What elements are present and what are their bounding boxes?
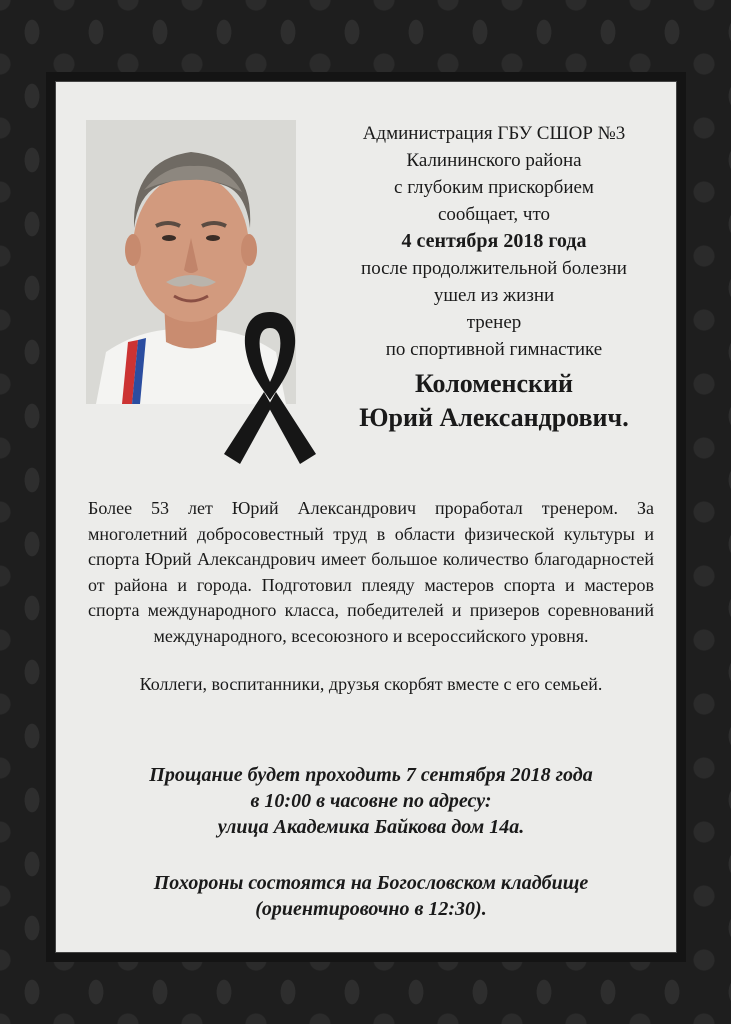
burial-time: (ориентировочно в 12:30). [255, 898, 487, 920]
header-line: тренер [466, 312, 522, 333]
header-line: по спортивной гимнастике [385, 339, 603, 360]
header-block [318, 120, 670, 435]
header-line: сообщает, что [437, 204, 551, 225]
burial-info [88, 870, 654, 922]
biography-block [88, 496, 654, 698]
header-line: Калининского района [406, 150, 582, 171]
header-line: Администрация ГБУ СШОР №3 [362, 123, 626, 144]
death-date: 4 сентября 2018 года [401, 230, 587, 252]
condolence-paragraph: Коллеги, воспитанники, друзья скорбят вместе с его семьей. [139, 674, 603, 694]
header-line: после продолжительной болезни [361, 258, 627, 279]
farewell-line: в 10:00 в часовне по адресу: [250, 790, 492, 812]
farewell-info [88, 762, 654, 840]
header-line: ушел из жизни [433, 285, 555, 306]
given-names: Юрий Александрович. [359, 403, 629, 432]
surname: Коломенский [414, 369, 574, 398]
farewell-line: Прощание будет проходить 7 сентября 2018 года [149, 764, 593, 786]
notice-card [55, 81, 677, 953]
mourning-ribbon-icon [220, 304, 320, 476]
farewell-address: улица Академика Байкова дом 14а. [217, 816, 525, 838]
burial-line: Похороны состоятся на Богословском кладбище [153, 872, 589, 894]
biography-paragraph: Более 53 лет Юрий Александрович проработал тренером. За многолетний добросовестный труд в области физической культуры и спорта Юрий Александрович имеет большое количество благодарностей от района и города. Подготовил плеяду мастеров спорта и мастеров спорта международного класса, победителей и призеров соревнований международного, всесоюзного и всероссийского уровня. [88, 498, 654, 646]
header-line: с глубоким прискорбием [394, 177, 594, 198]
notice-frame [46, 72, 686, 962]
